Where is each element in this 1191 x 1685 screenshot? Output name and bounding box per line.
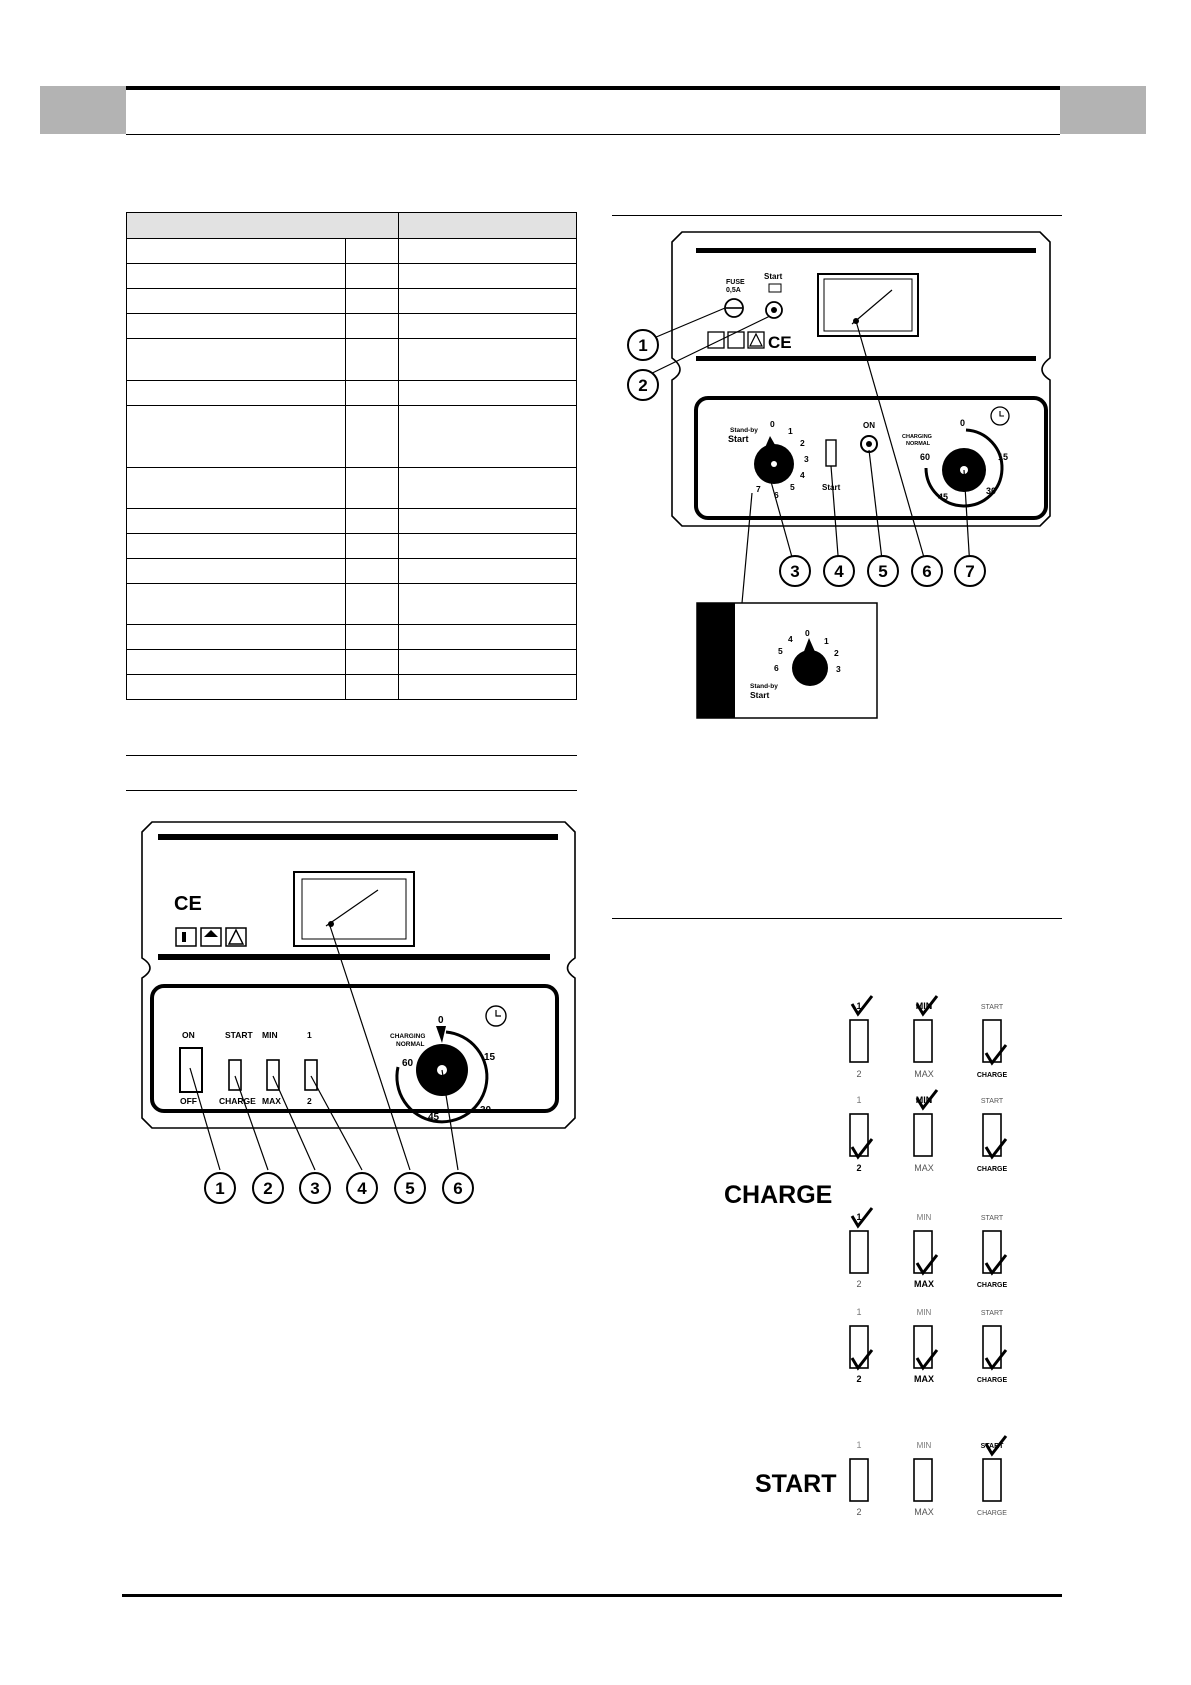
start-switch-label: Start xyxy=(822,483,841,492)
timer-45: 45 xyxy=(938,492,949,502)
row2-top-min: MIN xyxy=(915,1095,933,1105)
control-plate xyxy=(152,986,557,1111)
table-header-row xyxy=(127,213,577,239)
meter-window xyxy=(818,274,918,336)
callout-4: 4 xyxy=(357,1179,367,1198)
switch-row-5 xyxy=(850,1436,1007,1517)
dial-1: 1 xyxy=(788,426,793,436)
max-label: MAX xyxy=(262,1096,281,1106)
page-header-bar xyxy=(40,86,1146,134)
panel-top-bar xyxy=(696,248,1036,253)
control-plate xyxy=(696,398,1046,518)
row4-top-min: MIN xyxy=(916,1308,932,1317)
row3-bot-2: 2 xyxy=(856,1279,862,1289)
callout-1: 1 xyxy=(638,336,648,355)
one-two-switch xyxy=(305,1060,317,1090)
table-row xyxy=(127,289,577,314)
check-icon xyxy=(852,996,872,1014)
row4-bot-charge: CHARGE xyxy=(976,1377,1008,1384)
inset-dial-4: 4 xyxy=(788,634,793,644)
start-label: START xyxy=(225,1030,253,1040)
callout-3: 3 xyxy=(790,562,800,581)
fuse-label: FUSE xyxy=(726,279,745,286)
header-right-tab xyxy=(1060,86,1146,134)
table-row xyxy=(127,468,577,509)
table-row xyxy=(127,534,577,559)
callout-4: 4 xyxy=(834,562,844,581)
panel-mid-bar xyxy=(158,954,550,960)
row5-bot-max: MAX xyxy=(914,1507,934,1517)
left-panel-figure xyxy=(140,818,580,1208)
row3-bot-charge: CHARGE xyxy=(976,1282,1008,1289)
dial-6: 6 xyxy=(774,490,779,500)
table-row xyxy=(127,650,577,675)
section-rule xyxy=(126,790,577,791)
fuse-rating-label: 0,5A xyxy=(726,287,741,294)
row1-bot-max: MAX xyxy=(914,1069,934,1079)
row4-bot-max: MAX xyxy=(914,1374,934,1384)
voltage-dial[interactable] xyxy=(754,436,794,484)
row3-bot-max: MAX xyxy=(914,1279,934,1289)
row2-bot-max: MAX xyxy=(914,1163,934,1173)
row4-top-start: START xyxy=(980,1310,1004,1317)
switch-row-4 xyxy=(850,1307,1007,1384)
start-switch xyxy=(826,440,836,466)
table-row xyxy=(127,509,577,534)
callout-7: 7 xyxy=(965,562,975,581)
callout-6: 6 xyxy=(922,562,932,581)
inset-dial-1: 1 xyxy=(824,636,829,646)
footer-rule xyxy=(122,1594,1062,1597)
section-rule xyxy=(612,918,1062,919)
dial-4: 4 xyxy=(800,470,805,480)
row5-top-min: MIN xyxy=(916,1441,932,1450)
ce-mark: CE xyxy=(768,333,792,352)
row3-top-min: MIN xyxy=(916,1213,932,1222)
header-title-box xyxy=(126,86,1060,135)
start-dial-label: Start xyxy=(728,434,749,444)
meter-needle-dot xyxy=(328,921,334,927)
inset-dial-2: 2 xyxy=(834,648,839,658)
ce-mark: CE xyxy=(174,893,202,915)
min-label: MIN xyxy=(262,1030,278,1040)
table-row xyxy=(127,239,577,264)
callout-6: 6 xyxy=(453,1179,463,1198)
row2-bot-2: 2 xyxy=(856,1163,862,1173)
row3-top-start: START xyxy=(980,1215,1004,1222)
table-row xyxy=(127,264,577,289)
indoor-icon xyxy=(728,332,744,348)
table-row xyxy=(127,314,577,339)
table-row xyxy=(127,559,577,584)
spec-table xyxy=(126,212,577,700)
check-icon xyxy=(852,1208,872,1226)
meter-window xyxy=(294,872,414,946)
callout-3: 3 xyxy=(310,1179,320,1198)
normal-label: NORMAL xyxy=(396,1041,425,1048)
table-row xyxy=(127,339,577,381)
row4-top-1: 1 xyxy=(856,1307,862,1317)
table-row xyxy=(127,625,577,650)
dial-2: 2 xyxy=(800,438,805,448)
dial-3: 3 xyxy=(804,454,809,464)
inset-dial-3: 3 xyxy=(836,664,841,674)
switch-row-3 xyxy=(850,1208,1007,1289)
start-heading: START xyxy=(755,1470,837,1498)
timer-30: 30 xyxy=(480,1105,492,1116)
row5-top-1: 1 xyxy=(856,1440,862,1450)
start-button-icon xyxy=(769,284,781,292)
section-rule xyxy=(126,755,577,756)
row5-bot-charge: CHARGE xyxy=(977,1510,1007,1517)
dial-0: 0 xyxy=(770,419,775,429)
callout-2: 2 xyxy=(638,376,648,395)
panel-top-bar xyxy=(158,834,558,840)
timer-0: 0 xyxy=(438,1015,444,1026)
switch-row-2 xyxy=(850,1090,1007,1173)
dial-7: 7 xyxy=(756,484,761,494)
row1-top-start: START xyxy=(980,1004,1004,1011)
row3-top-1: 1 xyxy=(856,1212,862,1222)
header-left-tab xyxy=(40,86,126,134)
inset-start-label: Start xyxy=(750,690,770,700)
inset-dial-0: 0 xyxy=(805,628,810,638)
row4-bot-2: 2 xyxy=(856,1374,862,1384)
switch-row-1 xyxy=(850,996,1007,1079)
one-label: 1 xyxy=(307,1030,312,1040)
charging-label: CHARGING xyxy=(390,1033,426,1040)
two-label: 2 xyxy=(307,1096,312,1106)
row5-bot-2: 2 xyxy=(856,1507,862,1517)
standby-label: Stand-by xyxy=(730,427,758,434)
charge-heading: CHARGE xyxy=(724,1181,833,1209)
charging-label: CHARGING xyxy=(902,434,932,440)
table-row xyxy=(127,675,577,700)
inset-dial-5: 5 xyxy=(778,646,783,656)
timer-0: 0 xyxy=(960,418,966,428)
callout-5: 5 xyxy=(878,562,888,581)
section-rule xyxy=(612,215,1062,216)
start-charge-switch xyxy=(229,1060,241,1090)
dial-inset xyxy=(697,603,877,718)
table-row xyxy=(127,381,577,406)
timer-60: 60 xyxy=(920,452,931,462)
callout-1: 1 xyxy=(215,1179,225,1198)
inset-standby-label: Stand-by xyxy=(750,683,778,690)
table-row xyxy=(127,406,577,468)
inset-dial-6: 6 xyxy=(774,663,779,673)
row2-bot-charge: CHARGE xyxy=(976,1166,1008,1173)
dial-5: 5 xyxy=(790,482,795,492)
row1-bot-charge: CHARGE xyxy=(976,1072,1008,1079)
row1-top-1: 1 xyxy=(856,1001,862,1011)
off-label: OFF xyxy=(180,1096,197,1106)
callout-5: 5 xyxy=(405,1179,415,1198)
timer-15: 15 xyxy=(998,452,1009,462)
timer-45: 45 xyxy=(428,1112,440,1123)
callout-2: 2 xyxy=(263,1179,273,1198)
panel-outline xyxy=(142,822,575,1128)
row2-top-1: 1 xyxy=(856,1095,862,1105)
timer-15: 15 xyxy=(484,1052,496,1063)
switch-position-diagram xyxy=(700,990,1030,1530)
row1-top-min: MIN xyxy=(915,1001,933,1011)
normal-label: NORMAL xyxy=(906,441,931,447)
right-panel-figure xyxy=(620,228,1060,728)
row1-bot-2: 2 xyxy=(856,1069,862,1079)
timer-60: 60 xyxy=(402,1058,414,1069)
on-label: ON xyxy=(863,421,875,430)
start-top-label: Start xyxy=(764,272,783,281)
on-label: ON xyxy=(182,1030,195,1040)
timer-30: 30 xyxy=(986,486,997,496)
charge-label: CHARGE xyxy=(219,1096,256,1106)
row5-top-start: START xyxy=(980,1443,1004,1450)
row2-top-start: START xyxy=(980,1098,1004,1105)
table-row xyxy=(127,584,577,625)
